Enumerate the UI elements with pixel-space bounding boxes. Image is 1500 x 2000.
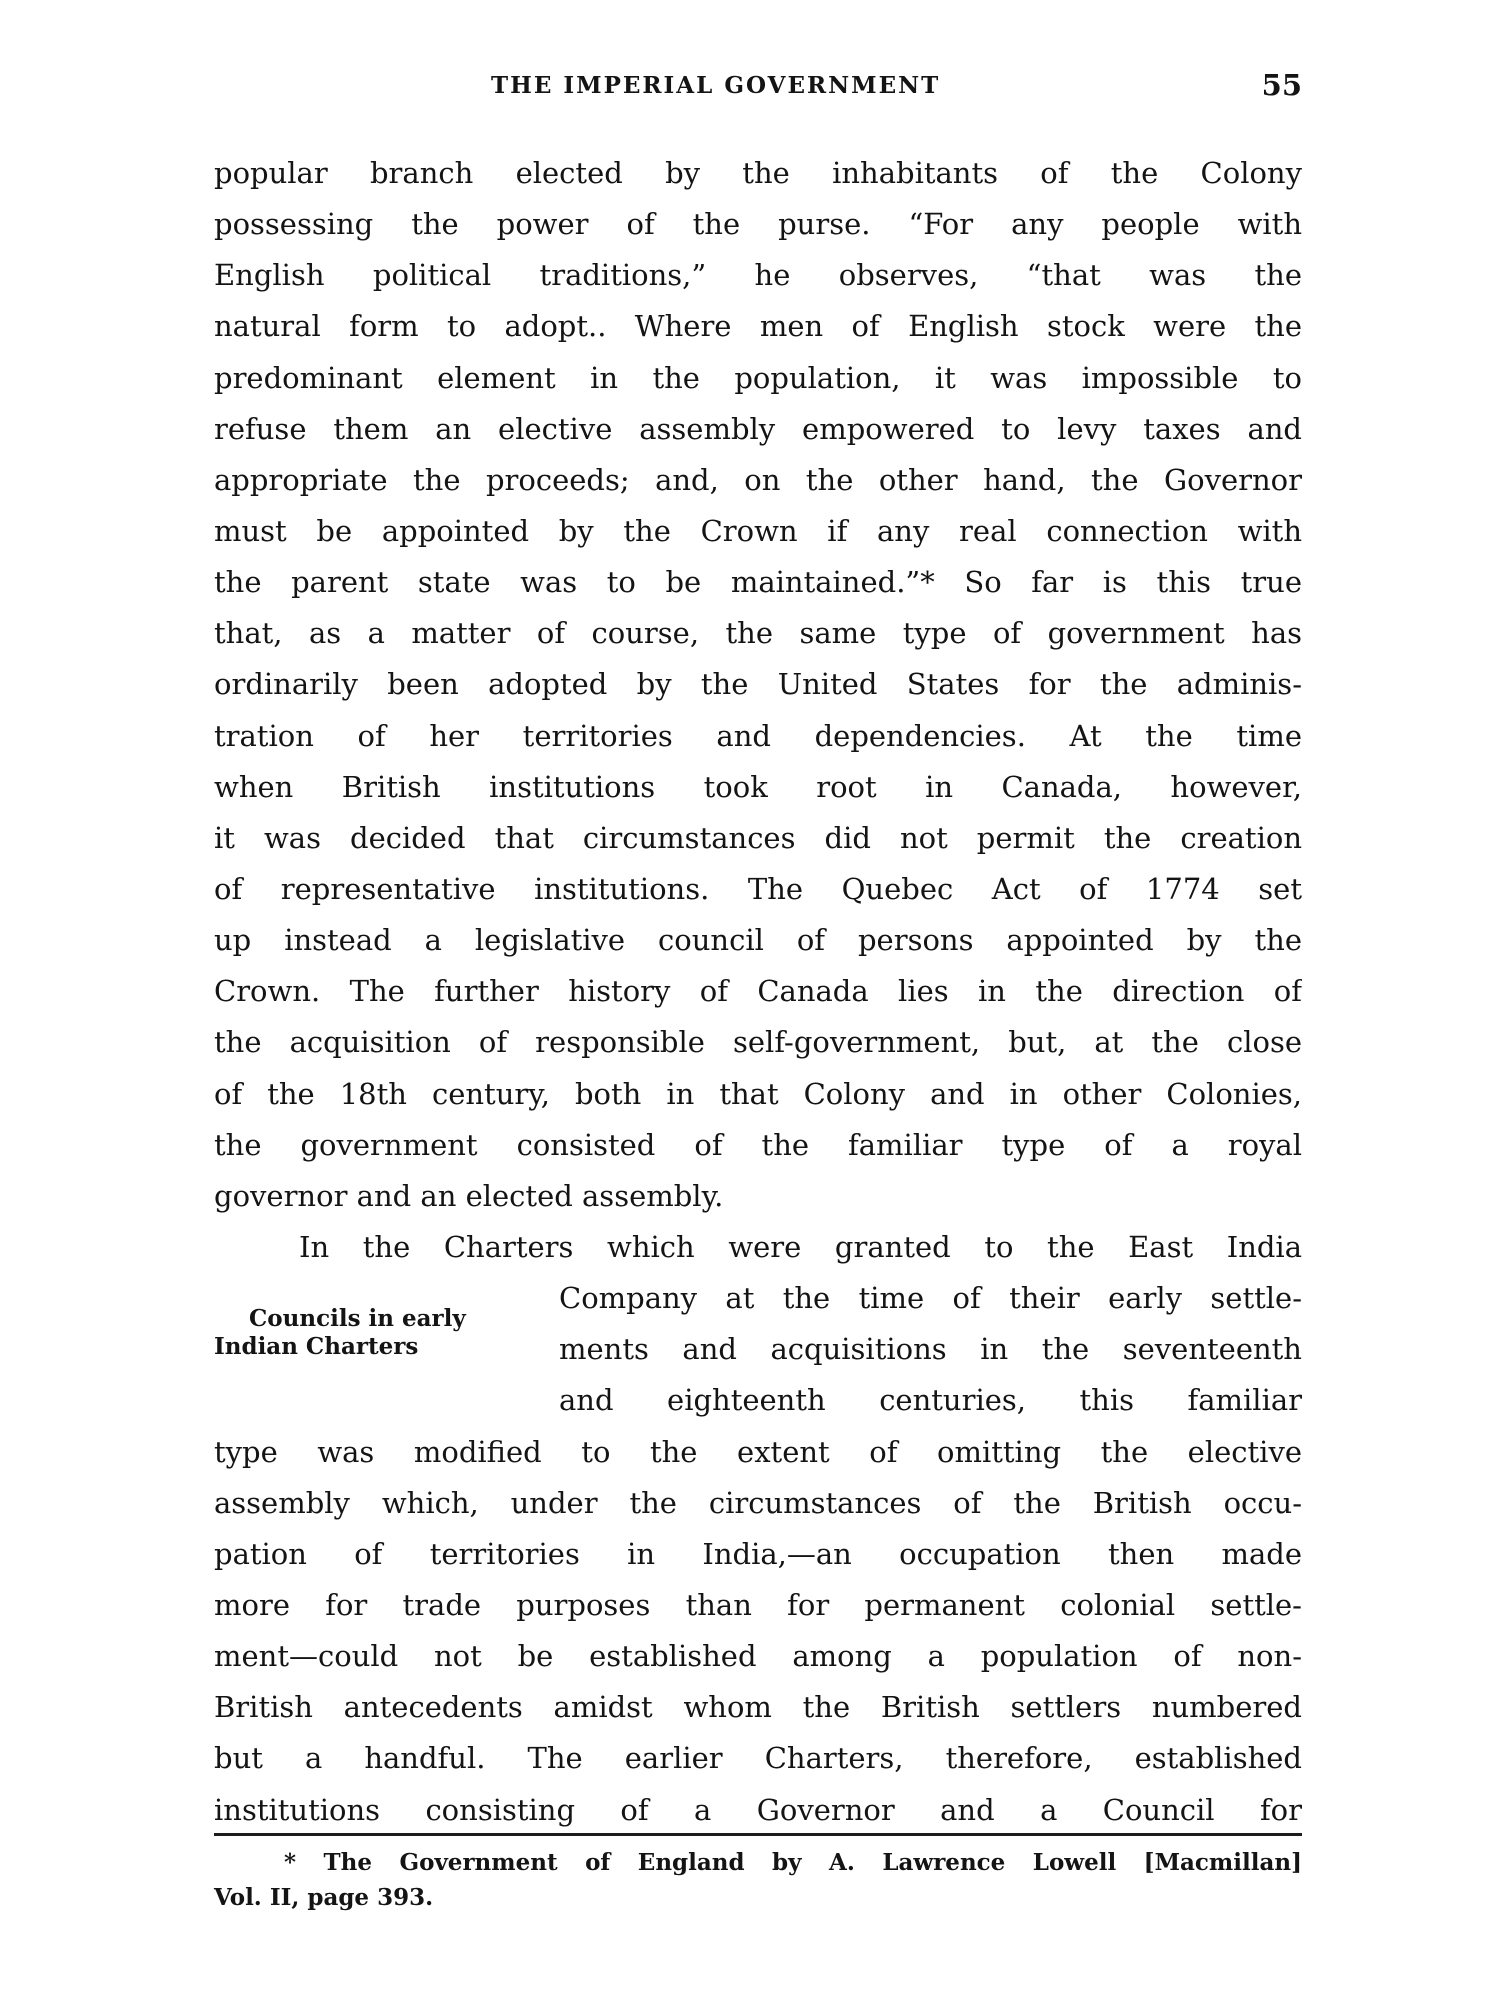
text-line: the government consisted of the familiar type of a royal <box>214 1127 1302 1162</box>
margin-note-line: Indian Charters <box>214 1333 419 1360</box>
text-line: type was modified to the extent of omitting the elective <box>214 1434 1302 1469</box>
text-line: of the 18th century, both in that Colony and in other Colonies, <box>214 1076 1302 1111</box>
text-line: when British institutions took root in Canada, however, <box>214 769 1302 804</box>
text-line: popular branch elected by the inhabitants of the Colony <box>214 156 1302 190</box>
text-line: pation of territories in India,—an occupation then made <box>214 1536 1302 1571</box>
page-number: 55 <box>1261 68 1302 102</box>
footnote-line: Vol. II, page 393. <box>214 1884 434 1911</box>
margin-note-line: Councils in early <box>249 1305 466 1332</box>
text-line: the acquisition of responsible self-government, but, at the close <box>214 1025 1302 1060</box>
running-title: THE IMPERIAL GOVERNMENT <box>491 72 941 99</box>
text-line: Crown. The further history of Canada lies in the direction of <box>214 974 1302 1009</box>
text-line: possessing the power of the purse. “For any people with <box>214 207 1302 242</box>
text-line: must be appointed by the Crown if any real connection with <box>214 513 1302 548</box>
text-line: refuse them an elective assembly empowered to levy taxes and <box>214 411 1302 446</box>
margin-note <box>214 1305 514 1361</box>
text-line: up instead a legislative council of persons appointed by the <box>214 923 1302 958</box>
text-line: natural form to adopt.. Where men of English stock were the <box>214 309 1302 344</box>
paragraph-start-line: In the Charters which were granted to the East India <box>299 1229 1302 1264</box>
footnote-line: * The Government of England by A. Lawrence Lowell [Macmillan] <box>284 1849 1302 1876</box>
text-line: tration of her territories and dependencies. At the time <box>214 718 1302 753</box>
text-line: ment—could not be established among a population of non- <box>214 1639 1302 1674</box>
text-line: Company at the time of their early settle- <box>559 1281 1302 1316</box>
body-text <box>214 148 1302 1836</box>
text-line: and eighteenth centuries, this familiar <box>559 1383 1302 1418</box>
text-line: assembly which, under the circumstances of the British occu- <box>214 1485 1302 1520</box>
text-line: English political traditions,” he observes, “that was the <box>214 258 1302 293</box>
text-line: British antecedents amidst whom the British settlers numbered <box>214 1690 1302 1725</box>
text-line: of representative institutions. The Quebec Act of 1774 set <box>214 871 1302 906</box>
text-line: that, as a matter of course, the same type of government has <box>214 616 1302 651</box>
text-line: predominant element in the population, it was impossible to <box>214 360 1302 395</box>
page-header <box>214 68 1302 112</box>
text-line: institutions consisting of a Governor and a Council for <box>214 1792 1302 1827</box>
text-line: ordinarily been adopted by the United States for the adminis- <box>214 667 1302 702</box>
text-line: more for trade purposes than for permanent colonial settle- <box>214 1587 1302 1622</box>
paragraph-end-line: governor and an elected assembly. <box>214 1178 724 1213</box>
text-line: it was decided that circumstances did not permit the creation <box>214 820 1302 855</box>
text-line: ments and acquisitions in the seventeenth <box>559 1332 1302 1367</box>
text-line: the parent state was to be maintained.”* So far is this true <box>214 565 1302 600</box>
text-line: but a handful. The earlier Charters, therefore, established <box>214 1741 1302 1776</box>
text-line: appropriate the proceeds; and, on the other hand, the Governor <box>214 462 1302 497</box>
footnote-divider <box>214 1833 1302 1836</box>
footnote <box>214 1845 1302 1915</box>
